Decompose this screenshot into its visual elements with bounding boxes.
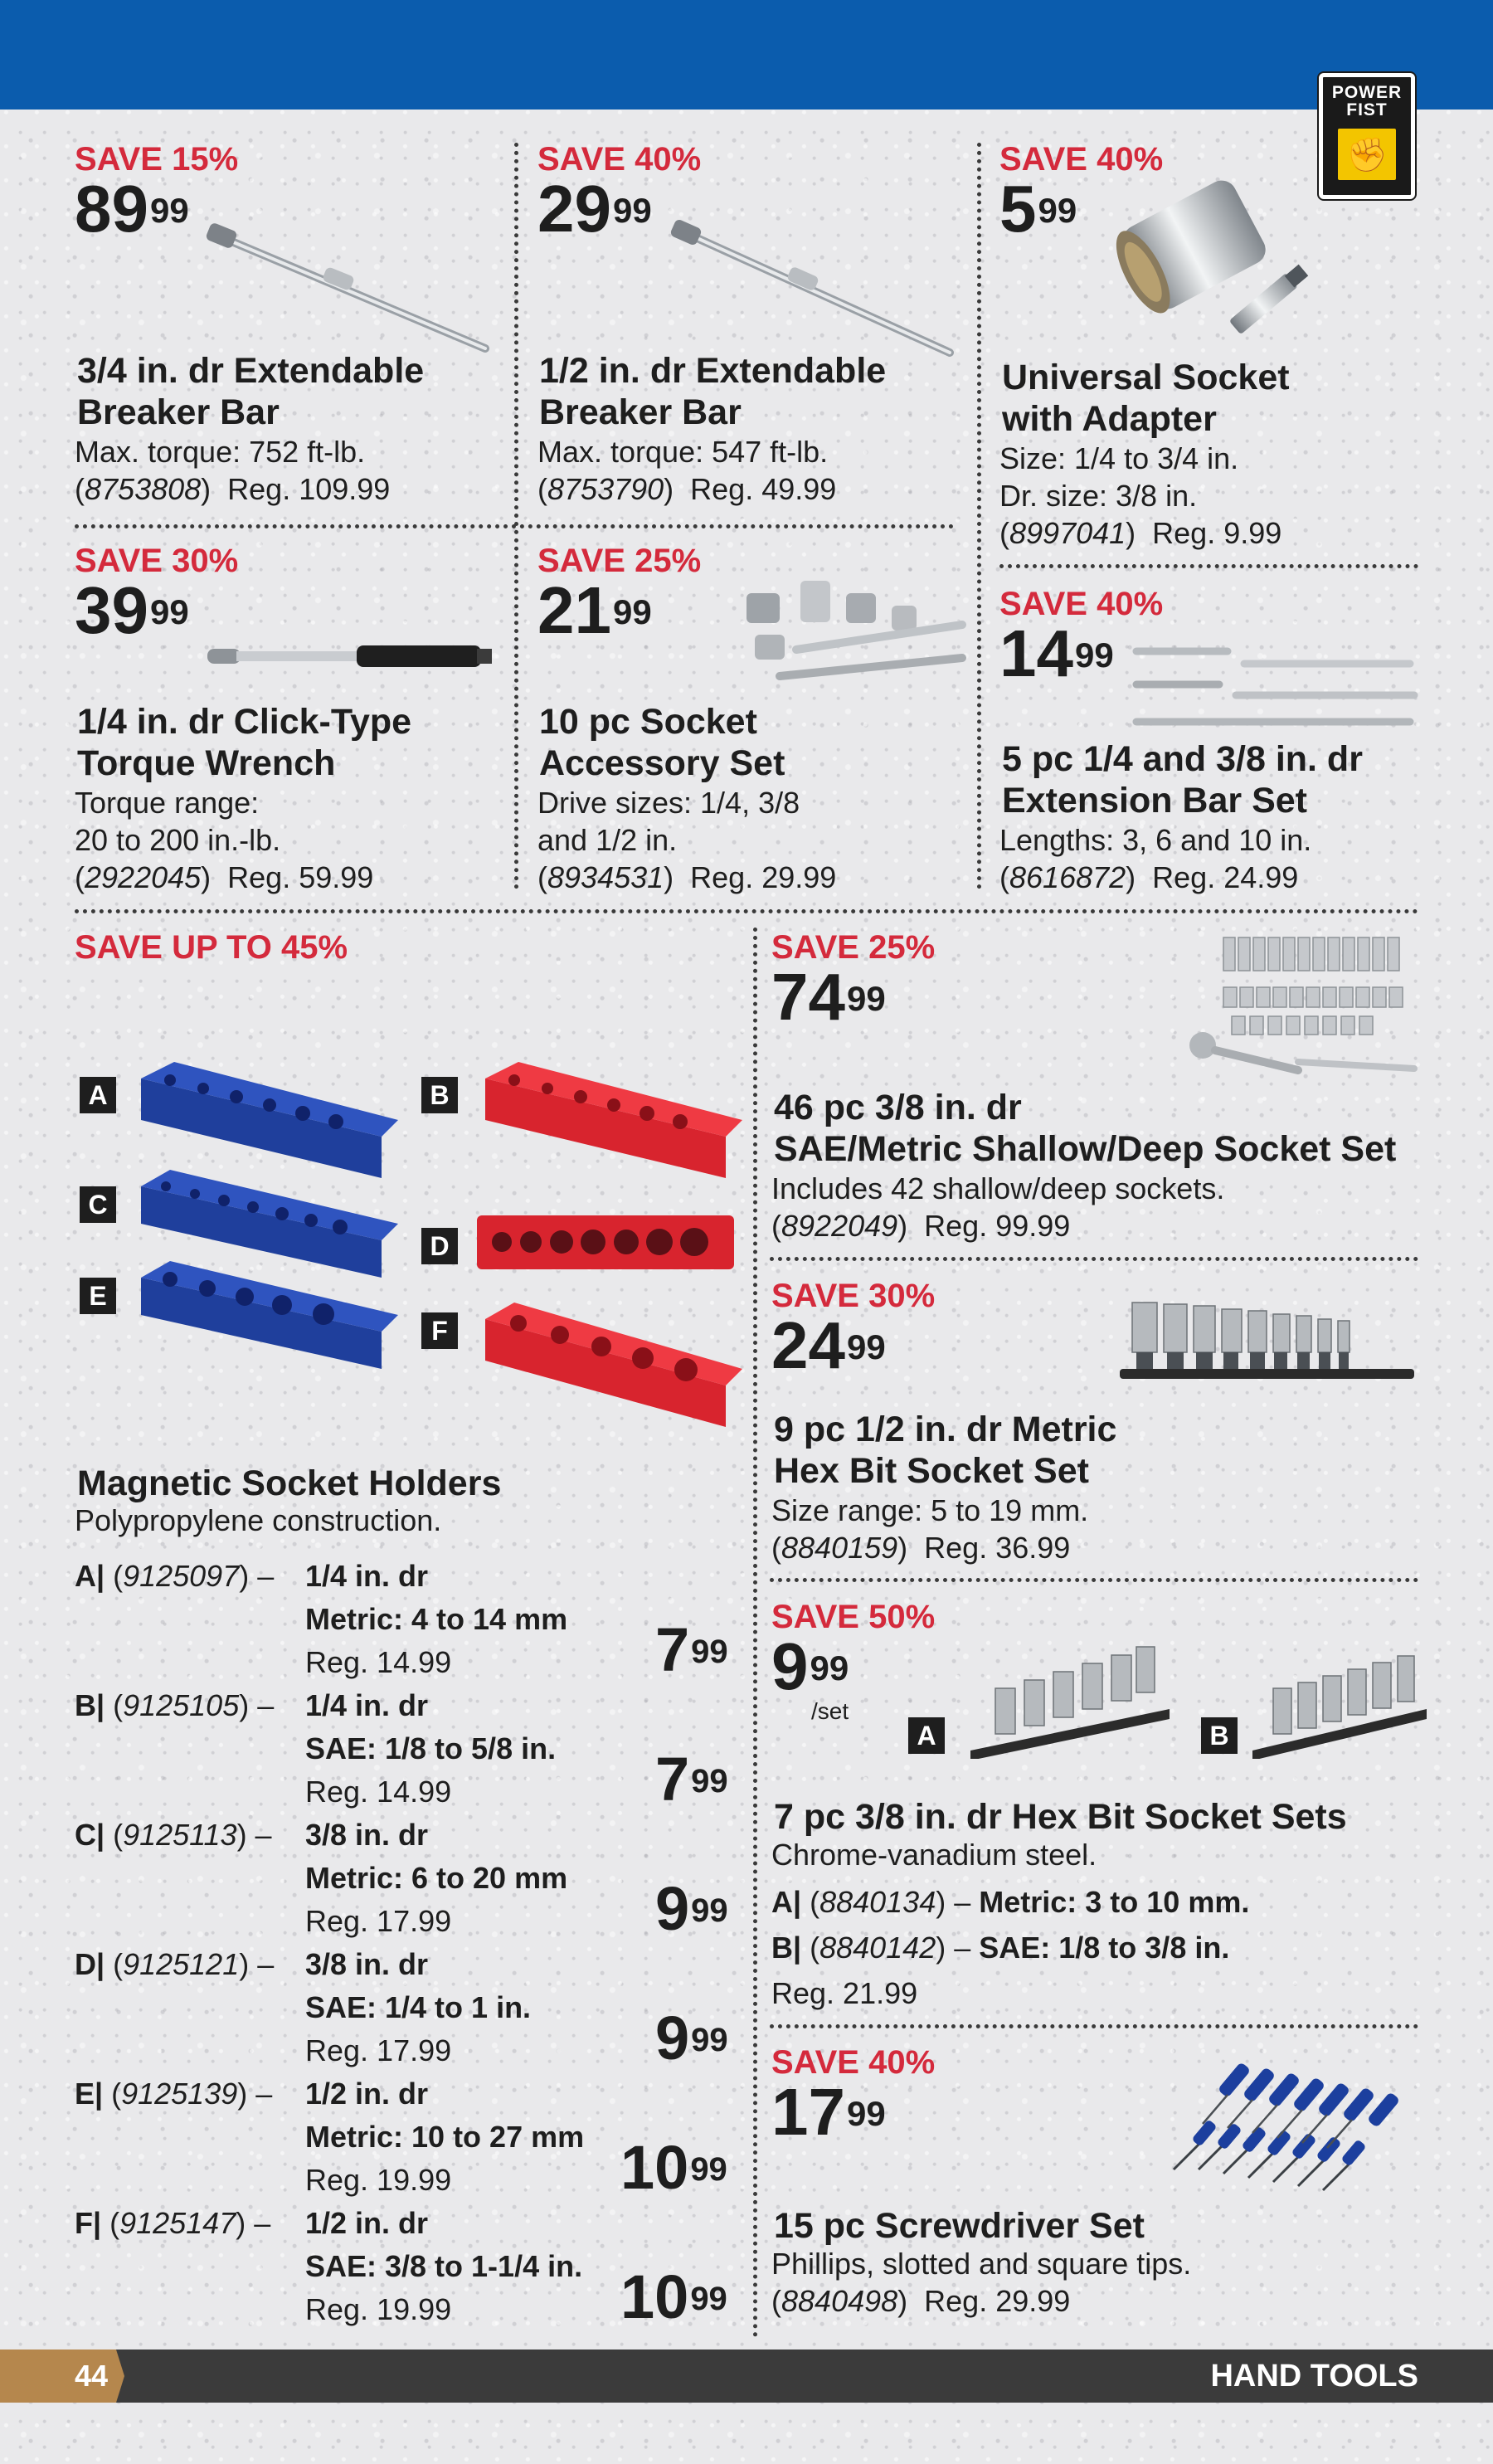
product-desc: Chrome-vanadium steel. bbox=[771, 1838, 1097, 1872]
save-badge: SAVE 50% bbox=[771, 1599, 936, 1635]
product-desc: Max. torque: 752 ft-lb. bbox=[75, 435, 366, 469]
product-sku-reg: (8753790) Reg. 49.99 bbox=[537, 472, 837, 506]
accessory-set-image bbox=[730, 560, 970, 693]
product-name: Torque Wrench bbox=[77, 743, 336, 783]
socket-set-image bbox=[1174, 929, 1422, 1087]
product-sku-reg: (8753808) Reg. 109.99 bbox=[75, 472, 391, 506]
torque-wrench-image bbox=[199, 631, 498, 680]
product-name: Hex Bit Socket Set bbox=[774, 1451, 1089, 1491]
hex-set-b-spec: B| (8840142) – SAE: 1/8 to 3/8 in. bbox=[771, 1931, 1230, 1965]
hex-set-a-spec: A| (8840134) – Metric: 3 to 10 mm. bbox=[771, 1885, 1250, 1919]
page-number: 44 bbox=[75, 2359, 109, 2393]
save-badge: SAVE 25% bbox=[771, 929, 936, 966]
tag-a: A bbox=[908, 1717, 945, 1754]
breaker-bar-image bbox=[199, 212, 498, 361]
sale-price: $89^{99}$ bbox=[75, 172, 189, 246]
product-name: 1/4 in. dr Click-Type bbox=[77, 702, 412, 742]
sale-price: $29^{99}$ bbox=[537, 172, 652, 246]
product-sku-reg: (8922049) Reg. 99.99 bbox=[771, 1209, 1071, 1243]
save-badge: SAVE 40% bbox=[537, 141, 702, 178]
product-desc: and 1/2 in. bbox=[537, 823, 678, 857]
product-name: SAE/Metric Shallow/Deep Socket Set bbox=[774, 1129, 1397, 1169]
product-name: Accessory Set bbox=[539, 743, 785, 783]
divider bbox=[75, 909, 1418, 913]
footer-bar bbox=[0, 2350, 1493, 2403]
hex-set-a-image bbox=[962, 1618, 1178, 1759]
product-sku-reg: (2922045) Reg. 59.99 bbox=[75, 860, 374, 894]
save-badge: SAVE 15% bbox=[75, 141, 239, 178]
divider bbox=[999, 564, 1418, 568]
product-name: 9 pc 1/2 in. dr Metric bbox=[774, 1410, 1117, 1449]
sale-price: $17^{99}$ bbox=[771, 2075, 886, 2149]
sale-price: $74^{99}$ bbox=[771, 960, 886, 1034]
product-name: 3/4 in. dr Extendable bbox=[77, 351, 425, 391]
product-desc: Includes 42 shallow/deep sockets. bbox=[771, 1171, 1225, 1205]
product-desc: Polypropylene construction. bbox=[75, 1503, 442, 1537]
divider bbox=[770, 1257, 1418, 1261]
sale-price: $39^{99}$ bbox=[75, 573, 189, 647]
product-desc: Drive sizes: 1/4, 3/8 bbox=[537, 786, 800, 820]
sale-price: $14^{99}$ bbox=[999, 616, 1114, 690]
save-badge: SAVE UP TO 45% bbox=[75, 929, 348, 966]
holder-f-image bbox=[469, 1303, 742, 1435]
header-bar bbox=[0, 0, 1493, 110]
holder-e-image bbox=[124, 1261, 398, 1377]
divider bbox=[977, 143, 981, 889]
product-sku-reg: (8840498) Reg. 29.99 bbox=[771, 2284, 1071, 2318]
divider bbox=[75, 524, 954, 528]
tag-e: E bbox=[80, 1278, 116, 1314]
sale-price: $24^{99}$ bbox=[771, 1308, 886, 1382]
product-name: 5 pc 1/4 and 3/8 in. dr bbox=[1002, 739, 1363, 779]
product-name: 15 pc Screwdriver Set bbox=[774, 2206, 1145, 2246]
logo-line-1: POWER bbox=[1331, 83, 1403, 102]
save-badge: SAVE 30% bbox=[75, 543, 239, 579]
holder-price-c: $9^{99}$ bbox=[655, 1874, 728, 1943]
product-sku-reg: (8997041) Reg. 9.99 bbox=[999, 516, 1282, 550]
universal-socket-image bbox=[1103, 166, 1311, 348]
product-sku-reg: (8616872) Reg. 24.99 bbox=[999, 860, 1299, 894]
product-name: 46 pc 3/8 in. dr bbox=[774, 1088, 1022, 1127]
holder-price-a: $7^{99}$ bbox=[655, 1615, 728, 1684]
save-badge: SAVE 40% bbox=[999, 141, 1164, 178]
logo-line-2: FIST bbox=[1346, 100, 1388, 119]
product-name: 7 pc 3/8 in. dr Hex Bit Socket Sets bbox=[774, 1797, 1347, 1837]
holder-a-image bbox=[124, 1062, 398, 1186]
save-badge: SAVE 30% bbox=[771, 1278, 936, 1314]
breaker-bar-image bbox=[664, 212, 962, 361]
holder-price-b: $7^{99}$ bbox=[655, 1745, 728, 1814]
product-name: with Adapter bbox=[1002, 399, 1217, 439]
product-name: Breaker Bar bbox=[77, 392, 280, 432]
section-title: HAND TOOLS bbox=[1210, 2359, 1418, 2393]
product-name: 10 pc Socket bbox=[539, 702, 757, 742]
tag-b: B bbox=[1201, 1717, 1238, 1754]
product-desc: Lengths: 3, 6 and 10 in. bbox=[999, 823, 1312, 857]
hex-bit-set-image bbox=[1116, 1294, 1422, 1385]
tag-c: C bbox=[80, 1186, 116, 1223]
divider bbox=[770, 1578, 1418, 1582]
product-desc: Torque range: bbox=[75, 786, 260, 820]
product-name: Magnetic Socket Holders bbox=[77, 1463, 502, 1503]
divider bbox=[753, 928, 757, 2338]
save-badge: SAVE 40% bbox=[999, 586, 1164, 622]
holder-price-f: $10^{99}$ bbox=[620, 2262, 727, 2331]
tag-f: F bbox=[421, 1312, 458, 1349]
product-desc: Size range: 5 to 19 mm. bbox=[771, 1493, 1089, 1527]
tag-b: B bbox=[421, 1077, 458, 1113]
product-name: Universal Socket bbox=[1002, 358, 1290, 397]
product-sku-reg: (8934531) Reg. 29.99 bbox=[537, 860, 837, 894]
save-badge: SAVE 25% bbox=[537, 543, 702, 579]
holder-price-e: $10^{99}$ bbox=[620, 2133, 727, 2202]
product-name: Breaker Bar bbox=[539, 392, 742, 432]
divider bbox=[770, 2024, 1418, 2028]
product-name: 1/2 in. dr Extendable bbox=[539, 351, 887, 391]
extension-bar-image bbox=[1128, 639, 1418, 738]
sale-price: $5^{99}$ bbox=[999, 172, 1077, 246]
product-desc: Dr. size: 3/8 in. bbox=[999, 479, 1198, 513]
hex-set-b-image bbox=[1244, 1618, 1435, 1759]
tag-a: A bbox=[80, 1077, 116, 1113]
tag-d: D bbox=[421, 1228, 458, 1264]
fist-icon: ✊ bbox=[1335, 125, 1399, 183]
screwdriver-set-image bbox=[1149, 2045, 1422, 2236]
product-reg: Reg. 21.99 bbox=[771, 1976, 918, 2010]
product-desc: Size: 1/4 to 3/4 in. bbox=[999, 441, 1239, 475]
holder-price-d: $9^{99}$ bbox=[655, 2004, 728, 2072]
save-badge: SAVE 40% bbox=[771, 2044, 936, 2081]
product-desc: Max. torque: 547 ft-lb. bbox=[537, 435, 829, 469]
power-fist-logo bbox=[1319, 73, 1415, 199]
product-sku-reg: (8840159) Reg. 36.99 bbox=[771, 1531, 1071, 1565]
product-desc: 20 to 200 in.-lb. bbox=[75, 823, 281, 857]
product-name: Extension Bar Set bbox=[1002, 781, 1307, 821]
holder-d-image bbox=[469, 1207, 742, 1282]
divider bbox=[514, 143, 518, 889]
sale-price: $21^{99}$ bbox=[537, 573, 652, 647]
sale-price: $9^{99}$ /set bbox=[771, 1629, 849, 1724]
product-desc: Phillips, slotted and square tips. bbox=[771, 2247, 1192, 2281]
holder-b-image bbox=[469, 1062, 742, 1186]
